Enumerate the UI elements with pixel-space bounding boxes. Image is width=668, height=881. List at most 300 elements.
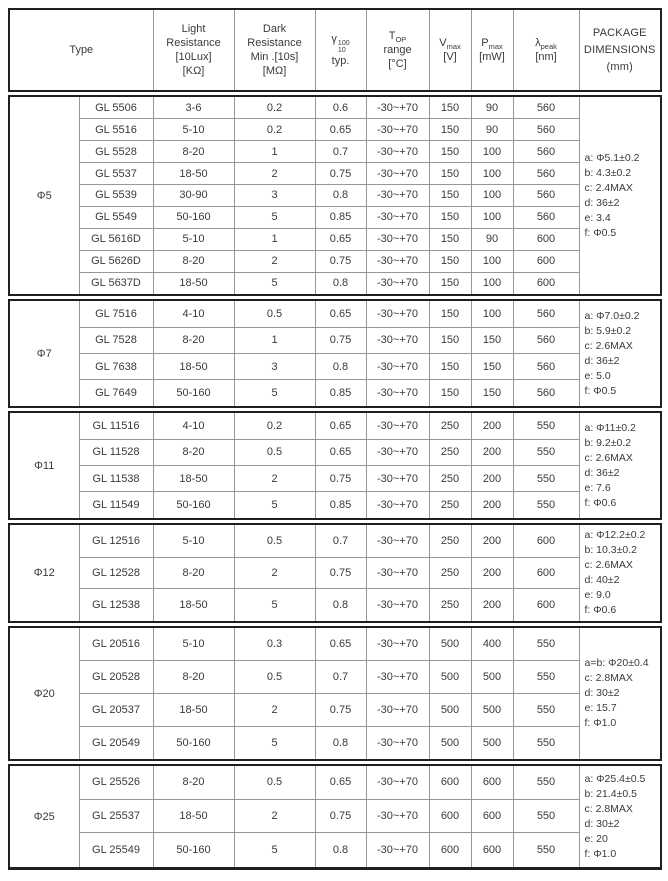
vmax-cell: 150 xyxy=(429,206,471,228)
pmax-cell: 200 xyxy=(471,465,513,491)
dark-resistance-cell: 5 xyxy=(234,726,315,760)
gamma-cell: 0.75 xyxy=(315,799,366,832)
vmax-cell: 500 xyxy=(429,661,471,694)
package-dimension-line: f: Φ0.5 xyxy=(584,384,617,397)
vmax-cell: 500 xyxy=(429,627,471,661)
gamma-cell: 0.85 xyxy=(315,206,366,228)
vmax-cell: 150 xyxy=(429,272,471,295)
table-row xyxy=(9,661,661,694)
table-row xyxy=(9,627,661,661)
table-row xyxy=(9,300,661,327)
pmax-cell: 100 xyxy=(471,141,513,163)
model-cell: GL 5616D xyxy=(79,228,153,250)
model-cell: GL 11528 xyxy=(79,439,153,465)
model-cell: GL 5537 xyxy=(79,163,153,185)
dark-resistance-cell: 3 xyxy=(234,353,315,379)
lambda-peak-cell: 560 xyxy=(513,185,579,207)
package-dimension-line: e: 7.6 xyxy=(584,481,611,494)
package-dimension-line: d: 36±2 xyxy=(584,466,620,479)
table-row xyxy=(9,833,661,869)
light-resistance-cell: 4-10 xyxy=(153,300,234,327)
top-range-cell: -30~+70 xyxy=(366,163,429,185)
vmax-cell: 150 xyxy=(429,353,471,379)
light-resistance-cell: 18-50 xyxy=(153,799,234,832)
header-vmax: $V_{max}$ [V] xyxy=(429,9,471,91)
table-row xyxy=(9,557,661,589)
dark-resistance-cell: 5 xyxy=(234,272,315,295)
gamma-cell: 0.7 xyxy=(315,661,366,694)
top-range-cell: -30~+70 xyxy=(366,185,429,207)
dark-resistance-cell: 1 xyxy=(234,141,315,163)
gamma-cell: 0.8 xyxy=(315,726,366,760)
pmax-cell: 150 xyxy=(471,327,513,353)
model-cell: GL 20537 xyxy=(79,693,153,726)
table-row xyxy=(9,163,661,185)
table-header xyxy=(8,8,662,92)
top-range-cell: -30~+70 xyxy=(366,380,429,407)
vmax-cell: 150 xyxy=(429,96,471,119)
light-resistance-cell: 30-90 xyxy=(153,185,234,207)
pmax-cell: 100 xyxy=(471,300,513,327)
top-range-cell: -30~+70 xyxy=(366,141,429,163)
type-group-cell: Φ25 xyxy=(9,765,79,869)
pmax-cell: 200 xyxy=(471,412,513,439)
model-cell: GL 20516 xyxy=(79,627,153,661)
light-resistance-cell: 8-20 xyxy=(153,661,234,694)
table-row xyxy=(9,693,661,726)
model-cell: GL 12516 xyxy=(79,524,153,557)
lambda-peak-cell: 550 xyxy=(513,412,579,439)
dark-resistance-cell: 0.5 xyxy=(234,765,315,799)
light-resistance-cell: 18-50 xyxy=(153,589,234,622)
top-range-cell: -30~+70 xyxy=(366,250,429,272)
package-dimension-line: a: Φ11±0.2 xyxy=(584,421,636,434)
lambda-peak-cell: 560 xyxy=(513,206,579,228)
gamma-cell: 0.85 xyxy=(315,380,366,407)
lambda-peak-cell: 550 xyxy=(513,661,579,694)
vmax-cell: 250 xyxy=(429,492,471,519)
gamma-cell: 0.7 xyxy=(315,141,366,163)
lambda-peak-cell: 600 xyxy=(513,589,579,622)
dark-resistance-cell: 0.3 xyxy=(234,627,315,661)
lambda-peak-cell: 560 xyxy=(513,353,579,379)
pmax-cell: 100 xyxy=(471,250,513,272)
lambda-peak-cell: 560 xyxy=(513,96,579,119)
dark-resistance-cell: 2 xyxy=(234,163,315,185)
type-group-cell: Φ7 xyxy=(9,300,79,407)
section-3 xyxy=(8,411,662,520)
table-row xyxy=(9,185,661,207)
lambda-peak-cell: 550 xyxy=(513,765,579,799)
package-dimension-line: e: 5.0 xyxy=(584,369,611,382)
model-cell: GL 7638 xyxy=(79,353,153,379)
top-range-cell: -30~+70 xyxy=(366,465,429,491)
pmax-cell: 90 xyxy=(471,119,513,141)
gamma-cell: 0.65 xyxy=(315,765,366,799)
package-dimension-line: e: 15.7 xyxy=(584,702,617,714)
dark-resistance-cell: 2 xyxy=(234,250,315,272)
table-row xyxy=(9,119,661,141)
pmax-cell: 200 xyxy=(471,492,513,519)
light-resistance-cell: 50-160 xyxy=(153,492,234,519)
vmax-cell: 250 xyxy=(429,589,471,622)
section-5 xyxy=(8,626,662,761)
package-dimension-line: c: 2.8MAX xyxy=(584,672,633,684)
package-dimensions-cell xyxy=(579,627,661,760)
vmax-cell: 600 xyxy=(429,799,471,832)
package-dimension-line: a: Φ5.1±0.2 xyxy=(584,151,640,164)
gamma-cell: 0.85 xyxy=(315,492,366,519)
type-group-cell: Φ11 xyxy=(9,412,79,519)
vmax-cell: 250 xyxy=(429,465,471,491)
model-cell: GL 5549 xyxy=(79,206,153,228)
package-dimension-line: e: 3.4 xyxy=(584,211,611,224)
lambda-peak-cell: 550 xyxy=(513,799,579,832)
lambda-peak-cell: 560 xyxy=(513,141,579,163)
top-range-cell: -30~+70 xyxy=(366,272,429,295)
package-dimension-line: c: 2.6MAX xyxy=(584,451,633,464)
pmax-cell: 200 xyxy=(471,439,513,465)
model-cell: GL 12538 xyxy=(79,589,153,622)
package-dimension-line: b: 10.3±0.2 xyxy=(584,544,637,556)
light-resistance-cell: 8-20 xyxy=(153,765,234,799)
gamma-cell: 0.65 xyxy=(315,300,366,327)
table-row xyxy=(9,799,661,832)
table-row xyxy=(9,206,661,228)
package-dimension-line: a: Φ12.2±0.2 xyxy=(584,529,646,541)
vmax-cell: 150 xyxy=(429,300,471,327)
package-dimensions-cell xyxy=(579,524,661,622)
lambda-peak-cell: 550 xyxy=(513,465,579,491)
lambda-peak-cell: 560 xyxy=(513,300,579,327)
table-body xyxy=(8,95,660,870)
gamma-cell: 0.8 xyxy=(315,589,366,622)
package-dimension-line: f: Φ0.6 xyxy=(584,604,617,616)
gamma-cell: 0.65 xyxy=(315,119,366,141)
gamma-cell: 0.8 xyxy=(315,353,366,379)
section-1 xyxy=(8,95,662,296)
table-row xyxy=(9,589,661,622)
lambda-peak-cell: 560 xyxy=(513,163,579,185)
pmax-cell: 100 xyxy=(471,272,513,295)
light-resistance-cell: 8-20 xyxy=(153,141,234,163)
package-dimension-line: a: Φ7.0±0.2 xyxy=(584,309,640,322)
pmax-cell: 600 xyxy=(471,765,513,799)
dark-resistance-cell: 0.5 xyxy=(234,661,315,694)
top-range-cell: -30~+70 xyxy=(366,206,429,228)
header-pmax: $P_{max}$ [mW] xyxy=(471,9,513,91)
gamma-cell: 0.65 xyxy=(315,439,366,465)
dark-resistance-cell: 0.5 xyxy=(234,439,315,465)
lambda-peak-cell: 560 xyxy=(513,327,579,353)
vmax-cell: 150 xyxy=(429,119,471,141)
vmax-cell: 250 xyxy=(429,524,471,557)
light-resistance-cell: 3-6 xyxy=(153,96,234,119)
gamma-cell: 0.6 xyxy=(315,96,366,119)
light-resistance-cell: 50-160 xyxy=(153,833,234,869)
top-range-cell: -30~+70 xyxy=(366,524,429,557)
light-resistance-cell: 8-20 xyxy=(153,557,234,589)
pmax-cell: 90 xyxy=(471,228,513,250)
pmax-cell: 100 xyxy=(471,185,513,207)
lambda-peak-cell: 550 xyxy=(513,439,579,465)
header-light-resistance: Light Resistance [10Lux] [KΩ] xyxy=(153,9,234,91)
model-cell: GL 5516 xyxy=(79,119,153,141)
vmax-cell: 150 xyxy=(429,380,471,407)
light-resistance-cell: 18-50 xyxy=(153,465,234,491)
package-dimension-line: c: 2.6MAX xyxy=(584,339,633,352)
top-range-cell: -30~+70 xyxy=(366,327,429,353)
model-cell: GL 20528 xyxy=(79,661,153,694)
package-dimension-line: b: 4.3±0.2 xyxy=(584,166,632,179)
gamma-cell: 0.75 xyxy=(315,693,366,726)
top-range-cell: -30~+70 xyxy=(366,765,429,799)
model-cell: GL 25549 xyxy=(79,833,153,869)
gamma-cell: 0.7 xyxy=(315,524,366,557)
dark-resistance-cell: 5 xyxy=(234,206,315,228)
light-resistance-cell: 5-10 xyxy=(153,524,234,557)
lambda-peak-cell: 550 xyxy=(513,492,579,519)
package-dimension-line: d: 40±2 xyxy=(584,574,620,586)
table-row xyxy=(9,96,661,119)
vmax-cell: 150 xyxy=(429,163,471,185)
gamma-cell: 0.75 xyxy=(315,250,366,272)
pmax-cell: 100 xyxy=(471,206,513,228)
table-row xyxy=(9,228,661,250)
light-resistance-cell: 8-20 xyxy=(153,250,234,272)
lambda-peak-cell: 600 xyxy=(513,524,579,557)
dark-resistance-cell: 0.2 xyxy=(234,119,315,141)
dark-resistance-cell: 2 xyxy=(234,799,315,832)
table-row xyxy=(9,465,661,491)
table-row xyxy=(9,327,661,353)
light-resistance-cell: 18-50 xyxy=(153,693,234,726)
model-cell: GL 5506 xyxy=(79,96,153,119)
table-row xyxy=(9,726,661,760)
package-dimension-line: d: 30±2 xyxy=(584,817,620,830)
lambda-peak-cell: 600 xyxy=(513,272,579,295)
model-cell: GL 5528 xyxy=(79,141,153,163)
gamma-cell: 0.65 xyxy=(315,412,366,439)
vmax-cell: 150 xyxy=(429,327,471,353)
package-dimension-line: a: Φ25.4±0.5 xyxy=(584,772,646,785)
dark-resistance-cell: 5 xyxy=(234,833,315,869)
top-range-cell: -30~+70 xyxy=(366,726,429,760)
light-resistance-cell: 50-160 xyxy=(153,206,234,228)
package-dimension-line: c: 2.6MAX xyxy=(584,559,633,571)
dark-resistance-cell: 3 xyxy=(234,185,315,207)
top-range-cell: -30~+70 xyxy=(366,300,429,327)
package-dimensions-cell xyxy=(579,300,661,407)
package-dimension-line: b: 5.9±0.2 xyxy=(584,324,632,337)
pmax-cell: 200 xyxy=(471,589,513,622)
vmax-cell: 500 xyxy=(429,726,471,760)
gamma-cell: 0.65 xyxy=(315,228,366,250)
dark-resistance-cell: 1 xyxy=(234,228,315,250)
table-row xyxy=(9,524,661,557)
table-row xyxy=(9,439,661,465)
gamma-cell: 0.75 xyxy=(315,327,366,353)
top-range-cell: -30~+70 xyxy=(366,96,429,119)
dark-resistance-cell: 2 xyxy=(234,557,315,589)
dark-resistance-cell: 0.2 xyxy=(234,412,315,439)
type-group-cell: Φ5 xyxy=(9,96,79,295)
lambda-peak-cell: 600 xyxy=(513,228,579,250)
top-range-cell: -30~+70 xyxy=(366,627,429,661)
package-dimension-line: c: 2.8MAX xyxy=(584,802,633,815)
light-resistance-cell: 5-10 xyxy=(153,119,234,141)
gamma-ratio: 100 10 xyxy=(337,40,350,54)
model-cell: GL 11516 xyxy=(79,412,153,439)
table-row xyxy=(9,141,661,163)
light-resistance-cell: 5-10 xyxy=(153,228,234,250)
package-dimension-line: e: 20 xyxy=(584,832,608,845)
pmax-cell: 500 xyxy=(471,693,513,726)
lambda-peak-cell: 550 xyxy=(513,693,579,726)
package-dimension-line: f: Φ0.5 xyxy=(584,226,617,239)
package-dimension-line: f: Φ0.6 xyxy=(584,496,617,509)
table-row xyxy=(9,412,661,439)
gamma-cell: 0.75 xyxy=(315,465,366,491)
lambda-peak-cell: 550 xyxy=(513,726,579,760)
pmax-cell: 90 xyxy=(471,96,513,119)
package-dimension-line: d: 36±2 xyxy=(584,354,620,367)
model-cell: GL 7649 xyxy=(79,380,153,407)
pmax-cell: 500 xyxy=(471,726,513,760)
dark-resistance-cell: 2 xyxy=(234,465,315,491)
light-resistance-cell: 8-20 xyxy=(153,327,234,353)
vmax-cell: 500 xyxy=(429,693,471,726)
dark-resistance-cell: 5 xyxy=(234,589,315,622)
lambda-peak-cell: 550 xyxy=(513,627,579,661)
lambda-peak-cell: 600 xyxy=(513,250,579,272)
model-cell: GL 25526 xyxy=(79,765,153,799)
top-range-cell: -30~+70 xyxy=(366,439,429,465)
header-row xyxy=(9,9,661,91)
dark-resistance-cell: 0.5 xyxy=(234,300,315,327)
lambda-peak-cell: 560 xyxy=(513,119,579,141)
table-row xyxy=(9,492,661,519)
light-resistance-cell: 18-50 xyxy=(153,163,234,185)
top-range-cell: -30~+70 xyxy=(366,228,429,250)
table-row xyxy=(9,380,661,407)
model-cell: GL 12528 xyxy=(79,557,153,589)
dark-resistance-cell: 1 xyxy=(234,327,315,353)
header-dark-resistance: Dark Resistance Min .[10s] [MΩ] xyxy=(234,9,315,91)
pmax-cell: 600 xyxy=(471,799,513,832)
package-dimension-line: b: 9.2±0.2 xyxy=(584,436,632,449)
type-group-cell: Φ20 xyxy=(9,627,79,760)
type-group-cell: Φ12 xyxy=(9,524,79,622)
section-6 xyxy=(8,764,662,870)
gamma-cell: 0.65 xyxy=(315,627,366,661)
gamma-cell: 0.75 xyxy=(315,163,366,185)
lambda-peak-cell: 600 xyxy=(513,557,579,589)
package-dimension-line: c: 2.4MAX xyxy=(584,181,633,194)
light-resistance-cell: 50-160 xyxy=(153,726,234,760)
pmax-cell: 400 xyxy=(471,627,513,661)
top-range-cell: -30~+70 xyxy=(366,589,429,622)
top-range-cell: -30~+70 xyxy=(366,799,429,832)
lambda-peak-cell: 560 xyxy=(513,380,579,407)
top-range-cell: -30~+70 xyxy=(366,833,429,869)
dark-resistance-cell: 5 xyxy=(234,492,315,519)
package-dimension-line: a=b: Φ20±0.4 xyxy=(584,657,649,669)
header-package-dimensions: PACKAGE DIMENSIONS (mm) xyxy=(579,9,661,91)
pmax-cell: 150 xyxy=(471,353,513,379)
package-dimensions-cell xyxy=(579,96,661,295)
pmax-cell: 600 xyxy=(471,833,513,869)
top-range-cell: -30~+70 xyxy=(366,661,429,694)
header-top-range: $T_{OP}$ range [°C] xyxy=(366,9,429,91)
gamma-cell: 0.8 xyxy=(315,833,366,869)
gamma-symbol: γ xyxy=(331,33,337,45)
top-range-cell: -30~+70 xyxy=(366,492,429,519)
pmax-cell: 500 xyxy=(471,661,513,694)
top-range-cell: -30~+70 xyxy=(366,119,429,141)
model-cell: GL 7528 xyxy=(79,327,153,353)
top-range-cell: -30~+70 xyxy=(366,693,429,726)
dark-resistance-cell: 5 xyxy=(234,380,315,407)
vmax-cell: 150 xyxy=(429,250,471,272)
top-range-cell: -30~+70 xyxy=(366,412,429,439)
table-row xyxy=(9,250,661,272)
model-cell: GL 11538 xyxy=(79,465,153,491)
header-lambda-peak: $\lambda_{peak}$ [nm] xyxy=(513,9,579,91)
section-4 xyxy=(8,523,662,623)
pmax-cell: 200 xyxy=(471,524,513,557)
package-dimensions-cell xyxy=(579,765,661,869)
gamma-cell: 0.8 xyxy=(315,272,366,295)
vmax-cell: 150 xyxy=(429,185,471,207)
light-resistance-cell: 18-50 xyxy=(153,353,234,379)
lambda-peak-cell: 550 xyxy=(513,833,579,869)
vmax-cell: 250 xyxy=(429,412,471,439)
dark-resistance-cell: 0.5 xyxy=(234,524,315,557)
model-cell: GL 7516 xyxy=(79,300,153,327)
light-resistance-cell: 18-50 xyxy=(153,272,234,295)
pmax-cell: 100 xyxy=(471,163,513,185)
model-cell: GL 11549 xyxy=(79,492,153,519)
package-dimension-line: b: 21.4±0.5 xyxy=(584,787,637,800)
pmax-cell: 150 xyxy=(471,380,513,407)
light-resistance-cell: 5-10 xyxy=(153,627,234,661)
vmax-cell: 600 xyxy=(429,833,471,869)
gamma-cell: 0.75 xyxy=(315,557,366,589)
package-dimension-line: d: 36±2 xyxy=(584,196,620,209)
gamma-cell: 0.8 xyxy=(315,185,366,207)
package-dimension-line: d: 30±2 xyxy=(584,687,620,699)
model-cell: GL 5626D xyxy=(79,250,153,272)
vmax-cell: 250 xyxy=(429,557,471,589)
package-dimension-line: f: Φ1.0 xyxy=(584,847,617,860)
light-resistance-cell: 8-20 xyxy=(153,439,234,465)
top-range-cell: -30~+70 xyxy=(366,557,429,589)
top-range-cell: -30~+70 xyxy=(366,353,429,379)
table-row xyxy=(9,765,661,799)
light-resistance-cell: 50-160 xyxy=(153,380,234,407)
model-cell: GL 5539 xyxy=(79,185,153,207)
table-row xyxy=(9,353,661,379)
model-cell: GL 5637D xyxy=(79,272,153,295)
light-resistance-cell: 4-10 xyxy=(153,412,234,439)
pmax-cell: 200 xyxy=(471,557,513,589)
vmax-cell: 600 xyxy=(429,765,471,799)
vmax-cell: 150 xyxy=(429,228,471,250)
model-cell: GL 25537 xyxy=(79,799,153,832)
package-dimensions-cell xyxy=(579,412,661,519)
package-dimension-line: e: 9.0 xyxy=(584,589,611,601)
